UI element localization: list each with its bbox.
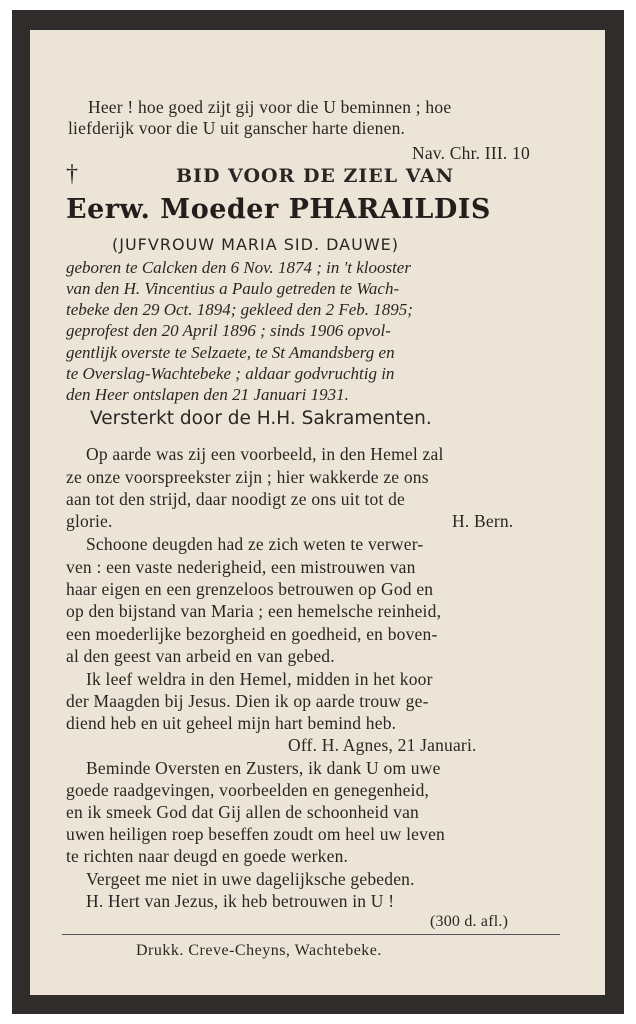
biography-line: geprofest den 20 April 1896 ; sinds 1906 opvol- — [66, 321, 391, 340]
text-line: Vergeet me niet in uwe dagelijksche gebeden. — [86, 869, 415, 889]
text-line: en ik smeek God dat Gij allen de schoonheid van — [66, 802, 419, 822]
text-line: der Maagden bij Jesus. Dien ik op aarde trouw ge- — [66, 691, 429, 711]
biography-line: gentlijk overste te Selzaete, te St Amandsberg en — [66, 343, 395, 362]
text-line: Op aarde was zij een voorbeeld, in den Hemel zal — [86, 444, 444, 464]
sacraments-line: Versterkt door de H.H. Sakramenten. — [90, 408, 432, 429]
text-line: Ik leef weldra in den Hemel, midden in het koor — [86, 669, 433, 689]
text-line: te richten naar deugd en goede werken. — [66, 846, 349, 866]
civil-name: (JUFVROUW MARIA SID. DAUWE) — [112, 235, 399, 254]
text-line: glorie. — [66, 511, 113, 531]
footer-divider — [62, 934, 560, 935]
text-line: ven : een vaste nederigheid, een mistrouwen van — [66, 557, 416, 577]
bern-source: H. Bern. — [452, 511, 514, 531]
text-line: op den bijstand van Maria ; een hemelsche reinheid, — [66, 601, 442, 621]
text-line: aan tot den strijd, daar noodigt ze ons uit tot de — [66, 489, 406, 509]
prayer-line: BID VOOR DE ZIEL VAN — [176, 165, 455, 187]
biography-line: geboren te Calcken den 6 Nov. 1874 ; in 't klooster — [66, 258, 411, 277]
text-line: uwen heiligen roep beseffen zoudt om heel uw leven — [66, 824, 445, 844]
text-line: al den geest van arbeid en van gebed. — [66, 646, 335, 666]
biography-line: den Heer ontslapen den 21 Januari 1931. — [66, 385, 349, 404]
text-line: diend heb en uit geheel mijn hart bemind heb. — [66, 713, 397, 733]
text-line: goede raadgevingen, voorbeelden en genegenheid, — [66, 780, 430, 800]
indulgence-note: (300 d. afl.) — [430, 913, 509, 930]
biography-line: te Overslag-Wachtebeke ; aldaar godvruchtig in — [66, 364, 395, 383]
epigraph-source: Nav. Chr. III. 10 — [412, 143, 530, 163]
biography-line: tebeke den 29 Oct. 1894; gekleed den 2 Feb. 1895; — [66, 300, 413, 319]
deceased-name: Eerw. Moeder PHARAILDIS — [66, 194, 491, 225]
text-line: Schoone deugden had ze zich weten te verwer- — [86, 534, 424, 554]
epigraph-line: Heer ! hoe goed zijt gij voor die U beminnen ; hoe — [88, 97, 452, 117]
text-line: een moederlijke bezorgheid en goedheid, en boven- — [66, 624, 438, 644]
text-line: ze onze voorspreekster zijn ; hier wakkerde ze ons — [66, 467, 429, 487]
text-line: Off. H. Agnes, 21 Januari. — [288, 735, 477, 755]
text-line: haar eigen en een grenzeloos betrouwen op God en — [66, 579, 434, 599]
biography-line: van den H. Vincentius a Paulo getreden te Wach- — [66, 279, 400, 298]
cross-icon: † — [66, 161, 78, 187]
epigraph-line: liefderijk voor die U uit ganscher harte dienen. — [68, 118, 406, 138]
text-line: Beminde Oversten en Zusters, ik dank U om uwe — [86, 758, 441, 778]
text-line: H. Hert van Jezus, ik heb betrouwen in U ! — [86, 891, 395, 911]
printer-line: Drukk. Creve-Cheyns, Wachtebeke. — [136, 942, 382, 959]
